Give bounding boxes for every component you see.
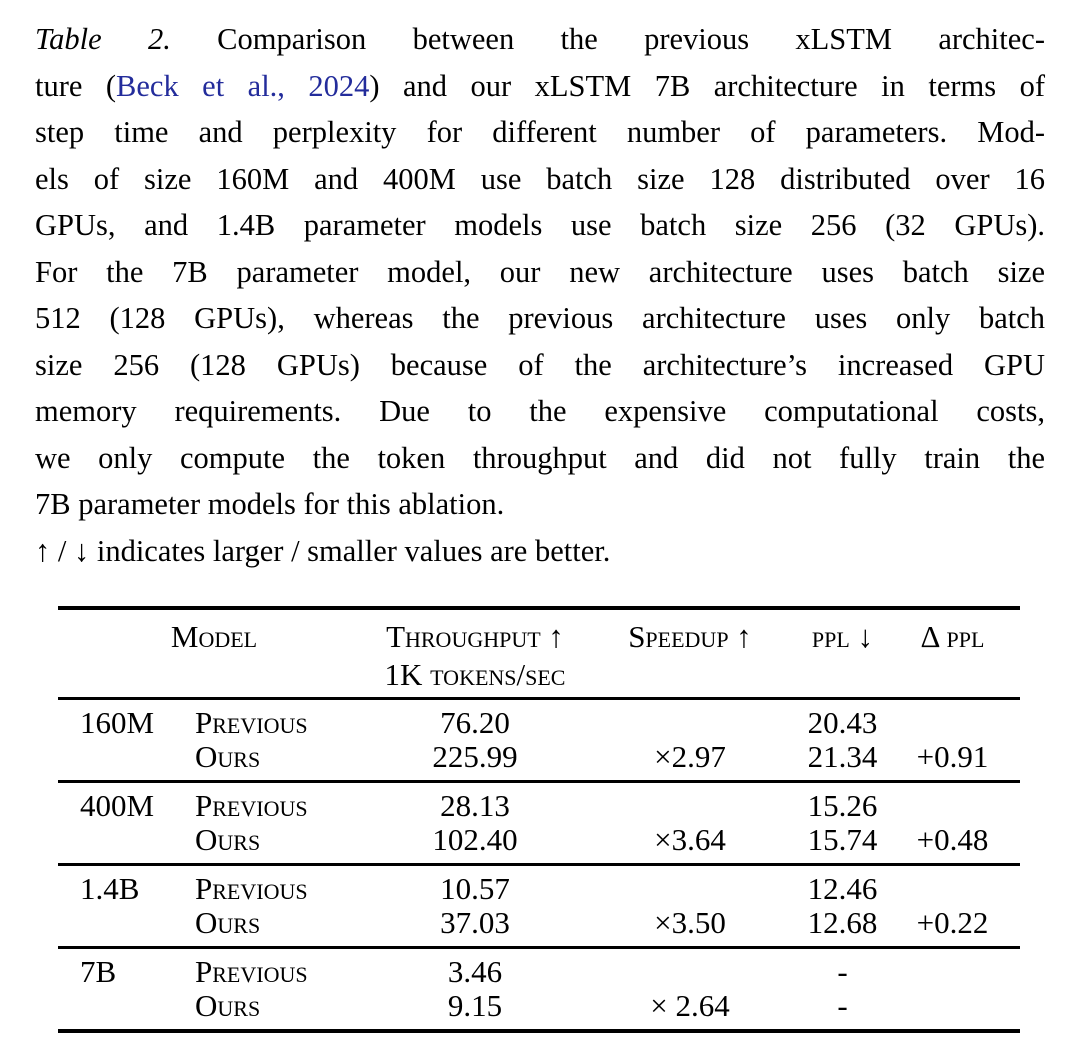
header-ppl: ppl ↓ bbox=[811, 619, 874, 654]
table-row bbox=[58, 706, 1020, 740]
cell-speedup: ×3.50 bbox=[654, 905, 726, 940]
table-row bbox=[58, 906, 1020, 940]
table-row bbox=[58, 872, 1020, 906]
cell-throughput: 37.03 bbox=[440, 905, 510, 940]
header-model: Model bbox=[170, 619, 258, 654]
cell-throughput: 225.99 bbox=[432, 739, 518, 774]
cell-speedup bbox=[580, 872, 800, 906]
caption-text: step time and perplexity for different number of parameters. Mod- bbox=[35, 115, 1045, 149]
table-row bbox=[58, 740, 1020, 774]
cell-size: 160M bbox=[80, 705, 155, 740]
cell-throughput: 76.20 bbox=[440, 705, 510, 740]
caption-line bbox=[35, 109, 1045, 156]
cell-model: Previous bbox=[195, 954, 308, 989]
caption-text: we only compute the token throughput and did not fully train the bbox=[35, 440, 1045, 475]
cell-delta-ppl: +0.48 bbox=[916, 822, 989, 857]
table-row bbox=[58, 955, 1020, 989]
cell-size bbox=[58, 823, 195, 857]
cell-size bbox=[58, 989, 195, 1023]
table-group bbox=[58, 866, 1020, 946]
cell-speedup bbox=[580, 706, 800, 740]
header-throughput-line2: 1K tokens/sec bbox=[384, 657, 566, 692]
table-row bbox=[58, 989, 1020, 1023]
table-row bbox=[58, 789, 1020, 823]
cell-speedup: ×3.64 bbox=[654, 822, 726, 857]
caption-line bbox=[35, 249, 1045, 296]
cell-throughput: 3.46 bbox=[447, 954, 503, 989]
caption-text: ) and our xLSTM 7B architecture in terms of bbox=[369, 68, 1045, 103]
caption-text: For the 7B parameter model, our new architecture uses batch size bbox=[35, 254, 1045, 289]
cell-ppl: - bbox=[837, 954, 848, 989]
cell-throughput: 10.57 bbox=[440, 871, 510, 906]
caption-line bbox=[35, 388, 1045, 435]
cell-size bbox=[58, 740, 195, 774]
table-header-row bbox=[58, 618, 1020, 694]
cell-model: Ours bbox=[195, 988, 261, 1023]
cell-ppl: 12.68 bbox=[807, 905, 878, 940]
caption-text: Comparison between the previous xLSTM architec- bbox=[170, 22, 1045, 56]
cell-size: 400M bbox=[80, 788, 155, 823]
cell-delta-ppl bbox=[885, 955, 1020, 989]
cell-size: 1.4B bbox=[80, 871, 140, 906]
table-caption bbox=[35, 16, 1045, 574]
caption-text: els of size 160M and 400M use batch size 128 distributed over 16 bbox=[35, 161, 1045, 196]
caption-line bbox=[35, 435, 1045, 482]
cell-ppl: - bbox=[837, 988, 848, 1023]
cell-throughput: 102.40 bbox=[432, 822, 518, 857]
caption-text: ↑ / ↓ indicates larger / smaller values are better. bbox=[35, 533, 611, 568]
caption-text: GPUs, and 1.4B parameter models use batch size 256 (32 GPUs). bbox=[35, 208, 1045, 242]
cell-speedup bbox=[580, 789, 800, 823]
comparison-table bbox=[58, 606, 1020, 1033]
cell-delta-ppl: +0.22 bbox=[916, 905, 989, 940]
caption-text: memory requirements. Due to the expensive computational costs, bbox=[35, 394, 1045, 428]
header-throughput bbox=[370, 618, 580, 694]
caption-line bbox=[35, 342, 1045, 389]
table-group bbox=[58, 700, 1020, 780]
cell-delta-ppl bbox=[885, 989, 1020, 1023]
table-header bbox=[58, 610, 1020, 697]
caption-line bbox=[35, 16, 1045, 63]
cell-delta-ppl bbox=[885, 706, 1020, 740]
caption-line bbox=[35, 528, 1045, 575]
table-bottom-rule bbox=[58, 1029, 1020, 1033]
cell-speedup: ×2.97 bbox=[654, 739, 726, 774]
cell-ppl: 15.26 bbox=[807, 788, 878, 823]
caption-text: size 256 (128 GPUs) because of the architecture’s increased GPU bbox=[35, 347, 1045, 382]
caption-text: ture ( bbox=[35, 68, 117, 103]
caption-line bbox=[35, 295, 1045, 342]
table-group bbox=[58, 949, 1020, 1029]
caption-text: 512 (128 GPUs), whereas the previous architecture uses only batch bbox=[35, 301, 1045, 335]
cell-delta-ppl bbox=[885, 789, 1020, 823]
caption-text: Table 2. bbox=[35, 22, 171, 56]
cell-throughput: 28.13 bbox=[440, 788, 510, 823]
header-throughput-line1: Throughput ↑ bbox=[386, 619, 564, 654]
caption-text: 7B parameter models for this ablation. bbox=[35, 487, 505, 521]
table-body bbox=[58, 700, 1020, 1029]
cell-model: Previous bbox=[195, 705, 308, 740]
header-delta-ppl: Δ ppl bbox=[920, 619, 985, 654]
cell-model: Previous bbox=[195, 871, 308, 906]
table-row bbox=[58, 823, 1020, 857]
caption-line bbox=[35, 481, 1045, 528]
cell-model: Ours bbox=[195, 822, 261, 857]
cell-ppl: 21.34 bbox=[807, 739, 878, 774]
cell-model: Previous bbox=[195, 788, 308, 823]
table-group bbox=[58, 783, 1020, 863]
caption-line bbox=[35, 156, 1045, 203]
cell-ppl: 15.74 bbox=[807, 822, 878, 857]
cell-model: Ours bbox=[195, 739, 261, 774]
cell-delta-ppl bbox=[885, 872, 1020, 906]
citation-link[interactable]: Beck et al., 2024 bbox=[116, 68, 370, 103]
caption-line bbox=[35, 202, 1045, 249]
cell-size: 7B bbox=[80, 954, 117, 989]
cell-delta-ppl: +0.91 bbox=[916, 739, 989, 774]
cell-speedup: × 2.64 bbox=[650, 988, 730, 1023]
cell-throughput: 9.15 bbox=[447, 988, 503, 1023]
cell-size bbox=[58, 906, 195, 940]
cell-model: Ours bbox=[195, 905, 261, 940]
header-speedup: Speedup ↑ bbox=[628, 619, 752, 654]
cell-speedup bbox=[580, 955, 800, 989]
cell-ppl: 12.46 bbox=[807, 871, 878, 906]
caption-line bbox=[35, 63, 1045, 110]
cell-ppl: 20.43 bbox=[807, 705, 878, 740]
